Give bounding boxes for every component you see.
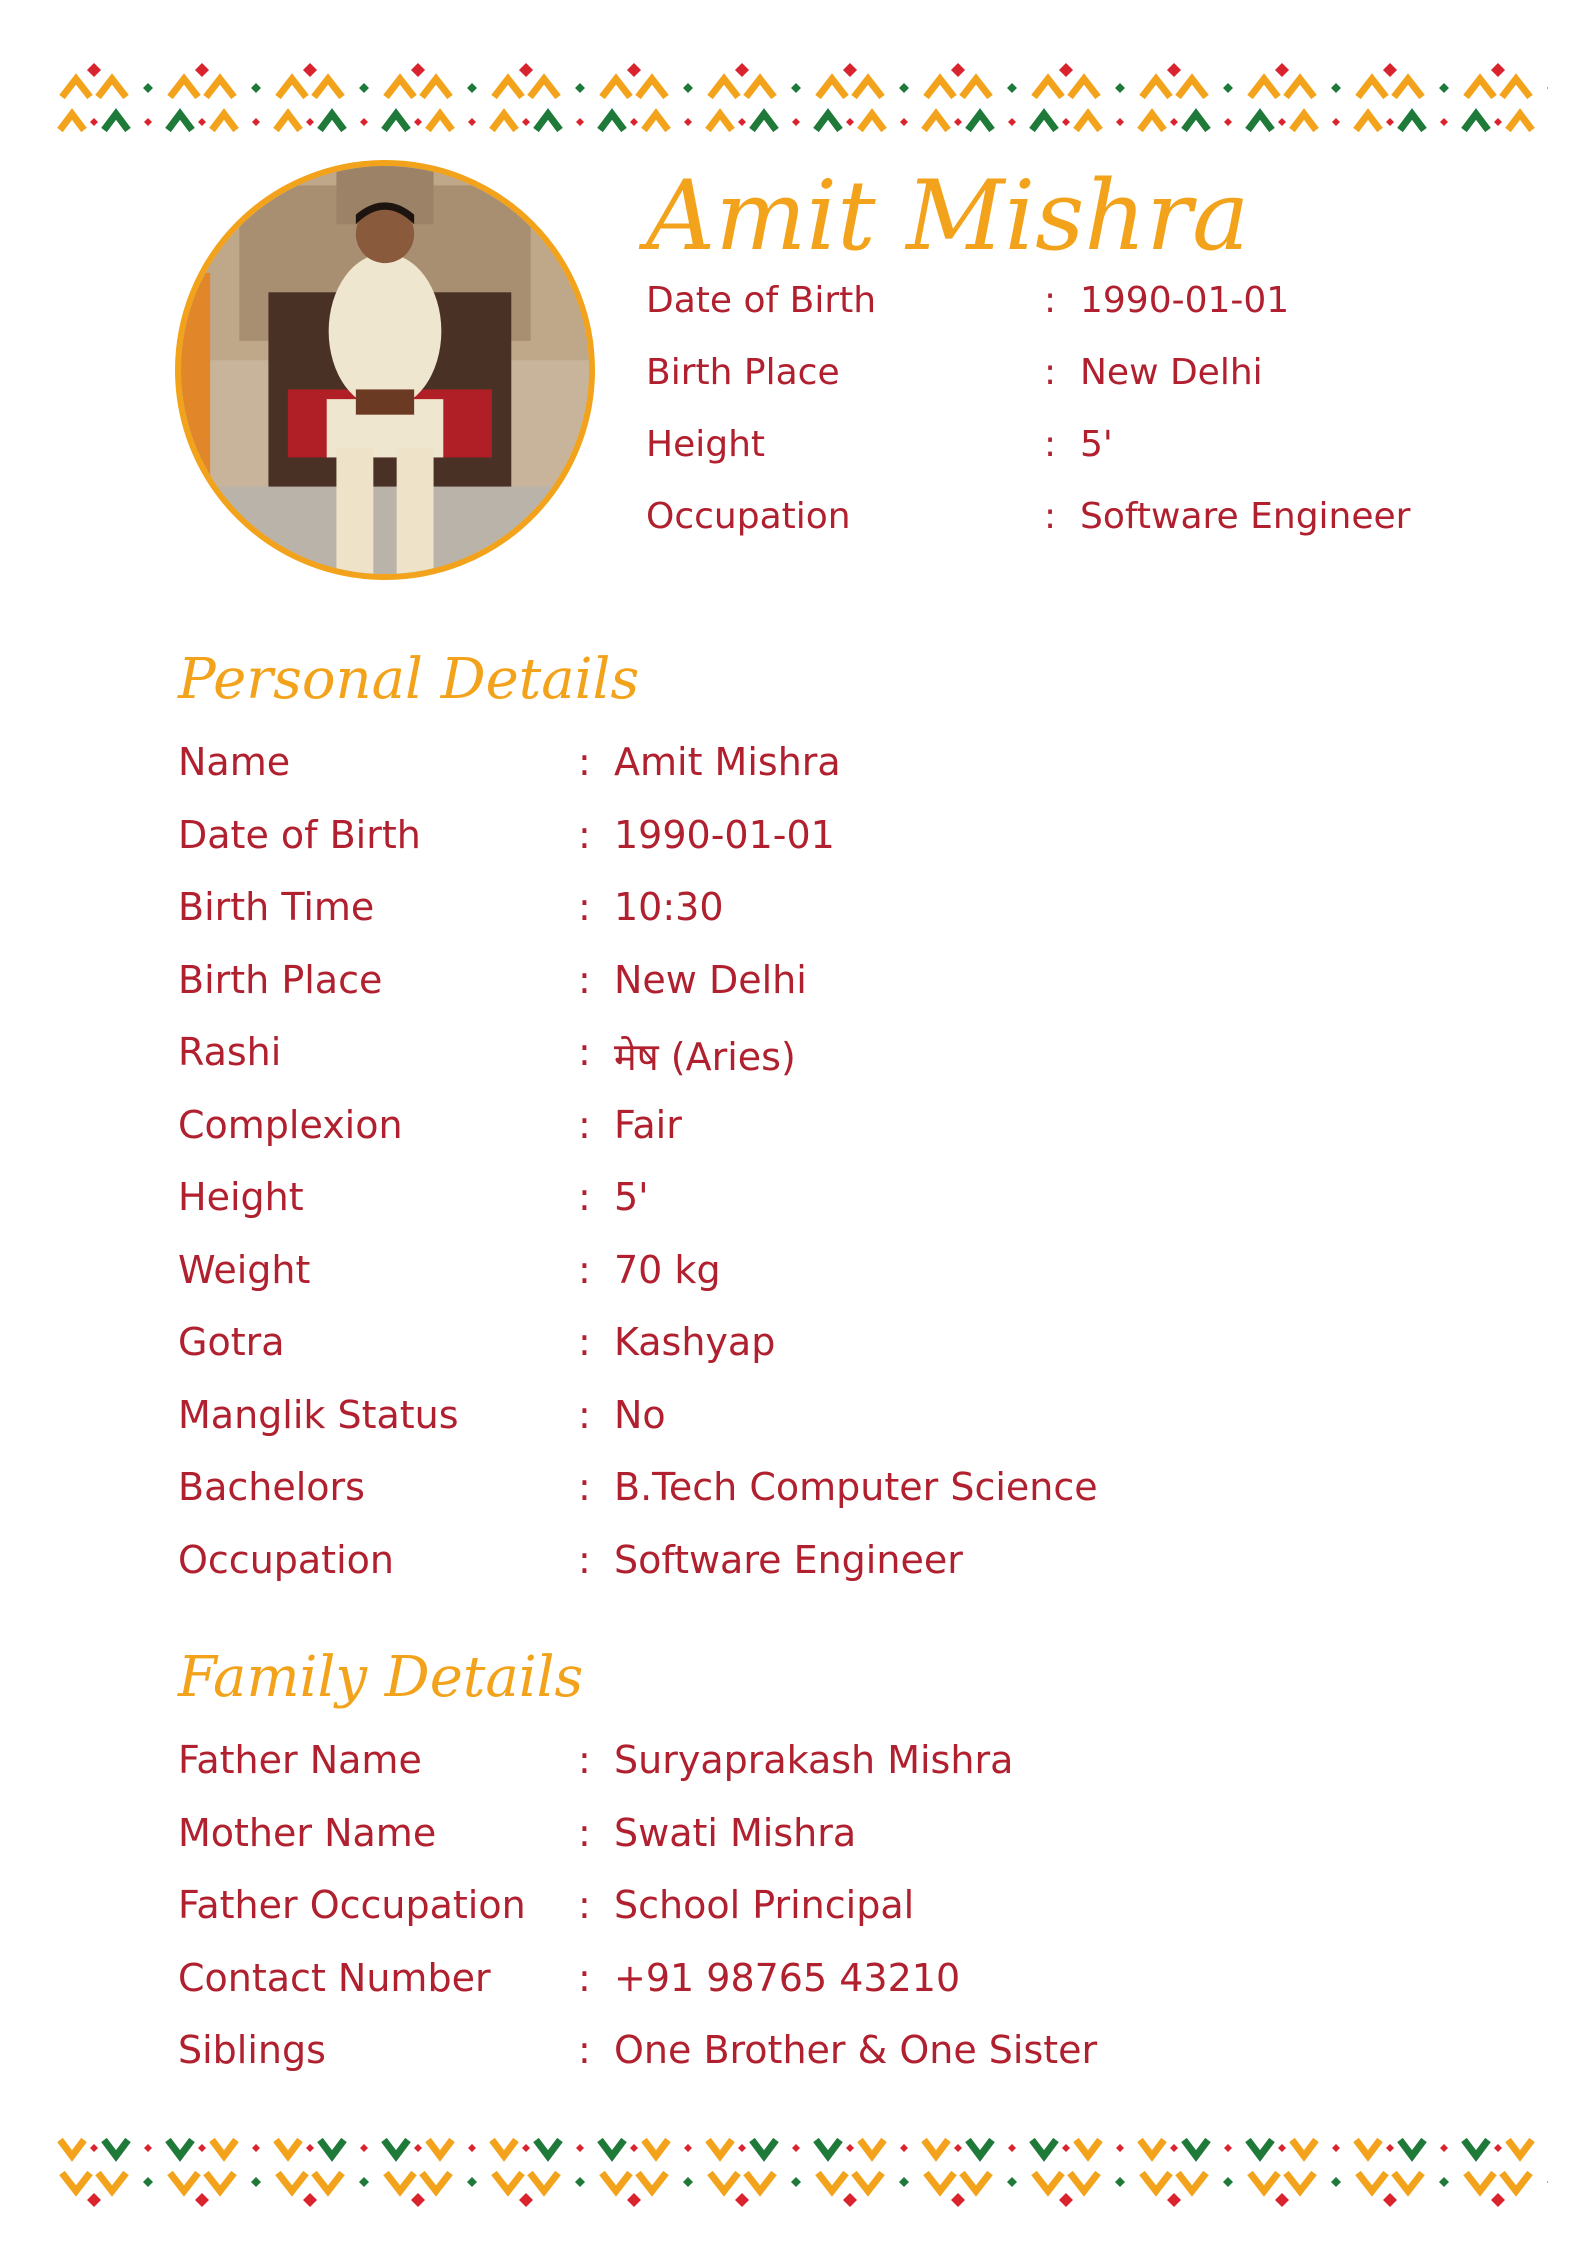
summary-label: Date of Birth	[646, 280, 877, 321]
detail-value: +91 98765 43210	[614, 1955, 961, 2000]
detail-label: Height	[178, 1175, 304, 1219]
detail-value: 10:30	[614, 885, 724, 929]
summary-value: New Delhi	[1080, 352, 1263, 393]
detail-label: Weight	[178, 1247, 311, 1292]
detail-value: Suryaprakash Mishra	[614, 1738, 1014, 1782]
separator: :	[1044, 496, 1057, 537]
separator: :	[578, 1320, 591, 1364]
separator: :	[1044, 352, 1057, 393]
detail-value: No	[614, 1392, 666, 1437]
detail-label: Date of Birth	[178, 812, 421, 857]
detail-value: Kashyap	[614, 1320, 776, 1364]
separator: :	[578, 1465, 591, 1509]
detail-value: One Brother & One Sister	[614, 2028, 1098, 2072]
family-details-heading: Family Details	[178, 1645, 584, 1710]
separator: :	[578, 885, 591, 929]
detail-value: B.Tech Computer Science	[614, 1465, 1098, 1509]
detail-label: Manglik Status	[178, 1392, 459, 1437]
detail-value: Fair	[614, 1102, 682, 1147]
detail-value: New Delhi	[614, 957, 807, 1002]
separator: :	[578, 1030, 591, 1074]
detail-value: Swati Mishra	[614, 1810, 857, 1855]
separator: :	[578, 1175, 591, 1219]
summary-label: Height	[646, 424, 766, 465]
summary-label: Birth Place	[646, 352, 840, 393]
separator: :	[578, 812, 591, 857]
separator: :	[578, 2028, 591, 2072]
detail-value: School Principal	[614, 1883, 915, 1927]
detail-label: Complexion	[178, 1102, 403, 1147]
separator: :	[1044, 424, 1057, 465]
detail-label: Birth Place	[178, 957, 383, 1002]
detail-label: Father Name	[178, 1738, 422, 1782]
detail-label: Siblings	[178, 2028, 326, 2072]
separator: :	[578, 1537, 591, 1582]
detail-label: Name	[178, 740, 291, 784]
detail-value: मेष (Aries)	[614, 1035, 796, 1079]
separator: :	[578, 1810, 591, 1855]
separator: :	[578, 1102, 591, 1147]
separator: :	[578, 1955, 591, 2000]
separator: :	[1044, 280, 1057, 321]
personal-details-heading: Personal Details	[178, 647, 640, 712]
separator: :	[578, 740, 591, 784]
separator: :	[578, 1247, 591, 1292]
detail-value: 5'	[614, 1175, 649, 1219]
summary-value: Software Engineer	[1080, 496, 1411, 537]
top-decorative-border	[40, 60, 1548, 150]
profile-name: Amit Mishra	[646, 160, 1250, 272]
separator: :	[578, 1392, 591, 1437]
detail-value: Amit Mishra	[614, 740, 841, 784]
summary-value: 1990-01-01	[1080, 280, 1290, 321]
detail-label: Occupation	[178, 1537, 394, 1582]
detail-label: Father Occupation	[178, 1883, 526, 1927]
summary-value: 5'	[1080, 424, 1113, 465]
detail-label: Gotra	[178, 1320, 285, 1364]
summary-label: Occupation	[646, 496, 851, 537]
profile-photo	[175, 160, 595, 580]
separator: :	[578, 1738, 591, 1782]
bottom-decorative-border	[40, 2120, 1548, 2210]
detail-label: Mother Name	[178, 1810, 437, 1855]
detail-value: 70 kg	[614, 1247, 721, 1292]
separator: :	[578, 1883, 591, 1927]
detail-label: Rashi	[178, 1030, 282, 1074]
detail-label: Contact Number	[178, 1955, 491, 2000]
detail-label: Bachelors	[178, 1465, 365, 1509]
detail-value: 1990-01-01	[614, 812, 835, 857]
separator: :	[578, 957, 591, 1002]
detail-label: Birth Time	[178, 885, 375, 929]
detail-value: Software Engineer	[614, 1537, 963, 1582]
